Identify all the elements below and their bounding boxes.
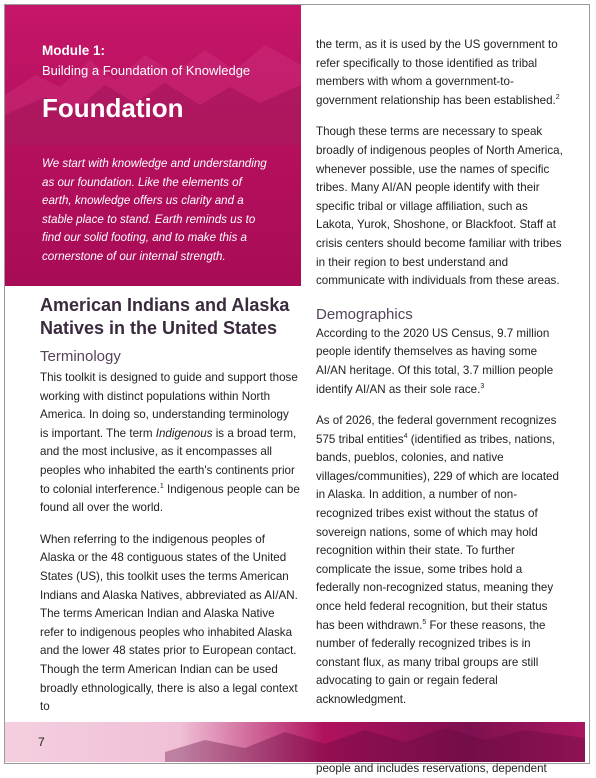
right-column <box>316 36 564 778</box>
text-span: As of 2026, the federal government recognizes 575 tribal entities <box>316 414 557 446</box>
subheading-demographics: Demographics <box>316 305 413 323</box>
footnote-ref: 2 <box>555 93 560 101</box>
paragraph-tribal-entities <box>316 412 564 710</box>
intro-text: We start with knowledge and understanding as our foundation. Like the elements of earth, knowledge offers us clarity and a stable place to stand. Earth reminds us to find our solid footing, and to make this a cornerstone of our internal strength. <box>42 157 267 263</box>
paragraph-continued <box>316 36 564 110</box>
left-column <box>40 290 300 717</box>
paragraph-indian-country: people and includes reservations, dependent <box>316 761 547 775</box>
subheading-terminology: Terminology <box>40 348 121 365</box>
footnote-ref: 4 <box>403 432 408 440</box>
footnote-ref: 3 <box>480 382 485 390</box>
footnote-ref: 5 <box>422 618 427 626</box>
page-title: Foundation <box>42 93 184 123</box>
module-number: Module 1: <box>42 43 105 58</box>
footnote-ref: 1 <box>159 482 164 490</box>
paragraph-terminology-2: When referring to the indigenous peoples of Alaska or the 48 contiguous states of the United States (US), this toolkit uses the terms American Indians and Alaska Natives, abbreviated as AI/AN. The terms American Indian and Alaska Native refer to indigenous peoples who inhabited Alaska and the lower 48 states prior to European contact. Though the term American Indian can be used broadly ethnologically, there is also a legal context to <box>40 532 298 714</box>
text-span: This toolkit is designed to guide and support those working with distinct populations within North America. In doing so, understanding terminology is important. The term <box>40 371 298 440</box>
module-subtitle: Building a Foundation of Knowledge <box>42 63 251 78</box>
text-span: For these reasons, the number of federally recognized tribes is in constant flux, as many tribal groups are still advocating to gain or regain federal acknowledgment. <box>316 618 546 706</box>
footer-texture-image <box>165 722 585 762</box>
section-heading: American Indians and Alaska Natives in the United States <box>40 295 290 338</box>
text-span: is a broad term, and the most inclusive, as it encompasses all peoples who inhabited the earth's continents prior to colonial interference. <box>40 426 297 496</box>
paragraph-terminology-1 <box>40 369 300 518</box>
text-span: Indigenous people can be found all over the world. <box>40 482 300 515</box>
paragraph-census <box>316 325 564 399</box>
footer-band <box>5 722 585 762</box>
text-span: the term, as it is used by the US government to refer specifically to those identified as tribal members with whom a government-to-government relationship has been established. <box>316 38 558 107</box>
paragraph-tribe-names: Though these terms are necessary to speak broadly of indigenous peoples of North America, whenever possible, use the names of specific tribes. Many AI/AN people identify with their specific tribal or village affiliation, such as Lakota, Yurok, Shoshone, or Blackfoot. Staff at crisis centers should become familiar with tribes in their region to best understand and communicate with individuals from these areas. <box>316 125 563 288</box>
module-hero-banner <box>5 5 301 286</box>
page-number: 7 <box>38 735 45 749</box>
text-span: According to the 2020 US Census, 9.7 million people identify themselves as having some AI/AN heritage. Of this total, 3.7 million people identify AI/AN as their sole race. <box>316 326 554 396</box>
text-span: (identified as tribes, nations, bands, pueblos, colonies, and native villages/communities), 229 of which are located in Alaska. In addition, a number of non-recognized tribes exist without the status of sovereign nations, some of which may hold recognition within their state. To further complicate the issue, some tribes hold a federally non-recognized status, meaning they once held federal recognition, but their status has been withdrawn. <box>316 432 559 632</box>
emphasis-text: Indigenous <box>155 426 213 440</box>
